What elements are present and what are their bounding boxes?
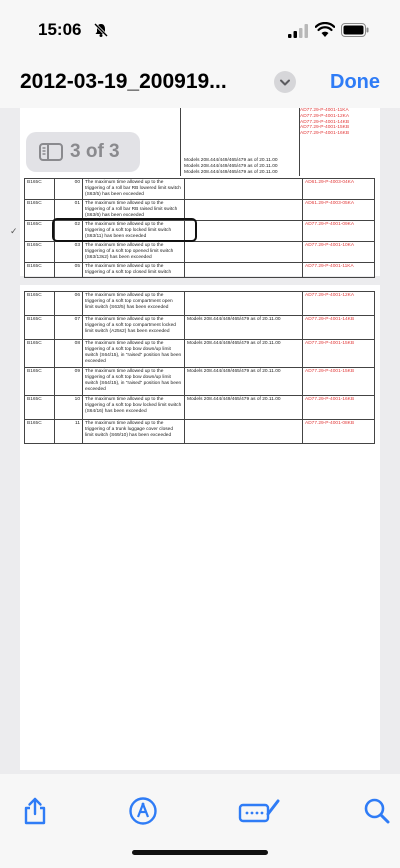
code-cell: B165C <box>25 200 55 221</box>
table-row <box>25 316 375 340</box>
models-cell: Models 208.444/449/465/479 as of 20.11.00 <box>185 316 303 340</box>
number-cell: 09 <box>55 368 83 396</box>
ref-line: AD77.29-P-4001-12KA <box>300 113 350 119</box>
number-cell: 11 <box>55 420 83 444</box>
markup-icon[interactable] <box>128 796 158 826</box>
reference-cell: AD77.29-P-4001-15KB <box>303 340 375 368</box>
battery-icon <box>341 23 369 37</box>
number-cell: 06 <box>55 292 83 316</box>
reference-cell: AD61.29-P-4003-05KA <box>303 200 375 221</box>
ref-list-top <box>300 108 349 137</box>
table-row <box>25 263 375 278</box>
ref-line: AD77.29-P-4001-14KB <box>300 119 350 125</box>
number-cell: 03 <box>55 242 83 263</box>
page-indicator[interactable] <box>26 132 140 172</box>
number-cell: 01 <box>55 200 83 221</box>
number-cell: 08 <box>55 340 83 368</box>
reference-cell: AD77.29-P-4001-08KB <box>303 420 375 444</box>
models-cell <box>185 242 303 263</box>
number-cell: 05 <box>55 263 83 278</box>
reference-cell: AD77.29-P-4001-10KA <box>303 242 375 263</box>
table-row <box>25 292 375 316</box>
models-cell: Models 208.444/449/465/479 as of 20.11.00 <box>185 340 303 368</box>
table-row <box>25 396 375 420</box>
models-cell <box>185 221 303 242</box>
reference-cell: AD77.29-P-4001-11KA <box>303 263 375 278</box>
reference-cell: AD77.29-P-4001-14KB <box>303 316 375 340</box>
code-cell: B165C <box>25 292 55 316</box>
code-cell: B165C <box>25 179 55 200</box>
table-row <box>25 420 375 444</box>
description-cell: The maximum time allowed up to the triggering of a roll bar RB raised limit switch (S63/6) has been exceeded <box>83 200 185 221</box>
description-cell: The maximum time allowed up to the triggering of a trunk luggage cover closed limit switch (S69/10) has been exceeded <box>83 420 185 444</box>
models-line: Models 208.444/449/465/479 as of 20.11.00 <box>184 163 278 169</box>
number-cell: 07 <box>55 316 83 340</box>
description-cell: The maximum time allowed up to the triggering of a soft top opened limit switch (S63/13s2) has been exceeded <box>83 242 185 263</box>
chevron-down-icon <box>274 71 296 93</box>
models-cell <box>185 200 303 221</box>
cellular-signal-icon <box>288 24 308 38</box>
status-time: 15:06 <box>38 20 82 39</box>
code-cell: B165C <box>25 316 55 340</box>
ref-line: AD77.29-P-4001-11KA <box>300 108 349 113</box>
models-cell <box>185 292 303 316</box>
document-viewer[interactable] <box>0 108 400 774</box>
table-row <box>25 340 375 368</box>
nav-bar <box>0 60 400 108</box>
code-cell: B165C <box>25 340 55 368</box>
code-cell: B165C <box>25 368 55 396</box>
models-line: Models 208.444/449/465/479 as of 20.11.00 <box>184 158 278 163</box>
ref-line: AD77.29-P-4001-16KB <box>300 131 350 137</box>
reference-cell: AD61.29-P-4003-04KA <box>303 179 375 200</box>
reference-cell: AD77.29-P-4001-12KA <box>303 292 375 316</box>
table-row <box>25 242 375 263</box>
description-cell: The maximum time allowed up to the triggering of a soft top closed limit switch <box>83 263 185 278</box>
description-cell: The maximum time allowed up to the triggering of a soft top bow locked limit switch (S64/16) has been exceeded <box>83 396 185 420</box>
number-cell: 02 <box>55 221 83 242</box>
description-cell: The maximum time allowed up to the triggering of a roll bar RB lowered limit switch (S63/5) has been exceeded <box>83 179 185 200</box>
table-row <box>25 179 375 200</box>
models-line: Models 208.444/449/465/479 as of 20.11.00 <box>184 169 278 175</box>
code-cell: B165C <box>25 242 55 263</box>
models-cell: Models 208.444/449/465/479 as of 20.11.00 <box>185 396 303 420</box>
page-indicator-label: 3 of 3 <box>70 141 120 162</box>
fault-table-page3 <box>24 291 375 444</box>
ref-line: AD77.29-P-4001-15KB <box>300 125 350 131</box>
number-cell: 00 <box>55 179 83 200</box>
status-bar <box>0 0 400 60</box>
checkmark-annotation: ✓ <box>10 226 18 236</box>
description-cell: The maximum time allowed up to the triggering of a soft top compartment locked limit switch (A25s2) has been exceeded <box>83 316 185 340</box>
reference-cell: AD77.29-P-4001-09KA <box>303 221 375 242</box>
code-cell: B165C <box>25 221 55 242</box>
document-title: 2012-03-19_200919... <box>20 70 227 93</box>
description-cell: The maximum time allowed up to the triggering of a soft top compartment open limit switch (S63/5) has been exceeded <box>83 292 185 316</box>
bell-slash-icon <box>93 22 109 38</box>
title-menu-button[interactable] <box>274 71 296 93</box>
reference-cell: AD77.29-P-4001-16KB <box>303 396 375 420</box>
code-cell: B165C <box>25 420 55 444</box>
share-icon[interactable] <box>20 796 50 826</box>
models-cell <box>185 420 303 444</box>
code-cell: B165C <box>25 396 55 420</box>
models-lines-top <box>184 158 278 175</box>
annotate-icon[interactable] <box>238 796 282 826</box>
code-cell: B165C <box>25 263 55 278</box>
number-cell: 10 <box>55 396 83 420</box>
models-cell <box>185 179 303 200</box>
reference-cell: AD77.29-P-4001-15KB <box>303 368 375 396</box>
pdf-page-3 <box>20 285 380 770</box>
models-cell <box>185 263 303 278</box>
table-row <box>25 368 375 396</box>
wifi-icon <box>315 22 335 38</box>
sidebar-icon <box>39 143 63 161</box>
models-cell: Models 208.444/449/465/479 as of 20.11.00 <box>185 368 303 396</box>
description-cell: The maximum time allowed up to the triggering of a soft top bow down/up limit switch (S64/15), in "raised" position has been exceeded <box>83 340 185 368</box>
home-indicator[interactable] <box>132 850 268 855</box>
search-icon[interactable] <box>362 796 392 826</box>
description-cell: The maximum time allowed up to the triggering of a soft top locked limit switch (S63/11) has been exceeded <box>83 221 185 242</box>
done-button[interactable]: Done <box>330 71 380 93</box>
highlight-annotation[interactable] <box>52 218 197 242</box>
description-cell: The maximum time allowed up to the triggering of a soft top bow down/up limit switch (S64/15), in "raised" position has been exceeded <box>83 368 185 396</box>
